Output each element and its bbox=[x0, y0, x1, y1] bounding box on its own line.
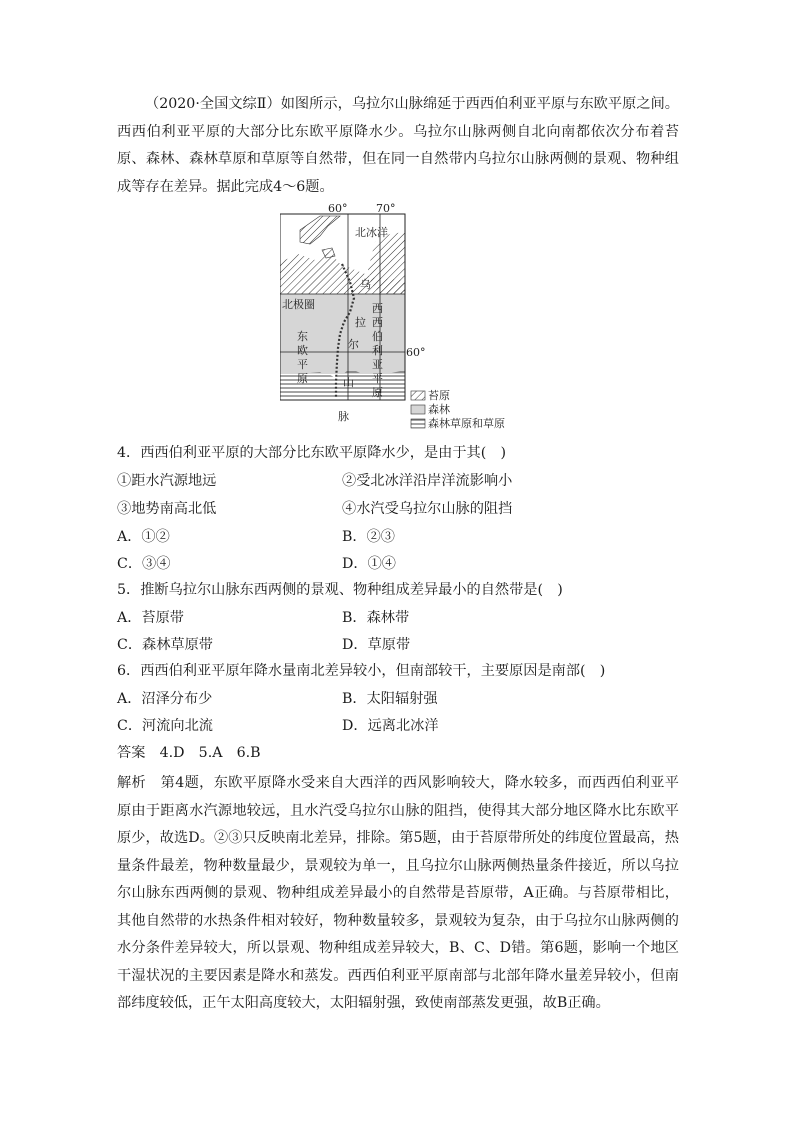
ural-mountains-map bbox=[280, 202, 525, 432]
lon-label-70: 70° bbox=[376, 202, 396, 215]
q4-option-c: C．③④ bbox=[117, 556, 171, 572]
arctic-circle-label: 北极圈 bbox=[282, 298, 315, 311]
east-europe-label-2: 欧 bbox=[297, 344, 308, 357]
ural-label-5: 脉 bbox=[338, 410, 349, 423]
lon-label-60: 60° bbox=[328, 202, 348, 215]
west-siberia-label-4: 利 bbox=[372, 344, 383, 357]
west-siberia-label-6: 平 bbox=[372, 372, 383, 385]
legend-forest-label: 森林 bbox=[428, 403, 450, 416]
east-europe-label-3: 平 bbox=[297, 358, 308, 371]
ocean-label: 北冰洋 bbox=[355, 226, 388, 239]
ural-label-4: 山 bbox=[343, 376, 354, 389]
q6-option-d: D．远离北冰洋 bbox=[342, 718, 439, 734]
q4-statement-1: ①距水汽源地远 bbox=[117, 473, 217, 489]
q5-option-a: A．苔原带 bbox=[117, 610, 184, 626]
west-siberia-label-7: 原 bbox=[372, 386, 383, 399]
ural-label-3: 尔 bbox=[348, 338, 359, 351]
q4-option-a: A．①② bbox=[117, 529, 170, 545]
legend-steppe-label: 森林草原和草原 bbox=[428, 417, 505, 430]
analysis-paragraph: 解析 第4题，东欧平原降水受来自大西洋的西风影响较大，降水较多，而西西伯利亚平原由于距离水汽源地较远，且水汽受乌拉尔山脉的阻挡，使得其大部分地区降水比东欧平原少，故选D。②③只反映南北差异，排除。第5题，由于苔原带所处的纬度位置最高，热量条件最差，物种数量最少，景观较为单一，且乌拉尔山脉两侧热量条件接近，所以乌拉尔山脉东西两侧的景观、物种组成差异最小的自然带是苔原带，A正确。与苔原带相比，其他自然带的水热条件相对较好，物种数量较多，景观较为复杂，由于乌拉尔山脉两侧的水分条件差异较大，所以景观、物种组成差异较大，B、C、D错。第6题，影响一个地区干湿状况的主要因素是降水和蒸发。西西伯利亚平原南部与北部年降水量差异较小，但南部纬度较低，正午太阳高度较大，太阳辐射强，致使南部蒸发更强，故B正确。 bbox=[117, 775, 679, 1011]
q5-option-b: B．森林带 bbox=[342, 610, 410, 626]
ural-label-1: 乌 bbox=[360, 278, 371, 291]
legend-steppe-swatch bbox=[411, 419, 425, 428]
q4-statement-4: ④水汽受乌拉尔山脉的阻挡 bbox=[342, 501, 513, 517]
q6-stem: 6．西西伯利亚平原年降水量南北差异较小，但南部较干，主要原因是南部( ) bbox=[117, 663, 606, 679]
west-siberia-label-3: 伯 bbox=[372, 330, 383, 343]
east-europe-label-1: 东 bbox=[297, 330, 308, 343]
q4-option-b: B．②③ bbox=[342, 529, 395, 545]
legend-forest-swatch bbox=[411, 405, 425, 414]
legend-tundra-swatch bbox=[411, 391, 425, 400]
west-siberia-label-5: 亚 bbox=[372, 358, 383, 371]
q4-statement-2: ②受北冰洋沿岸洋流影响小 bbox=[342, 473, 513, 489]
q5-option-c: C．森林草原带 bbox=[117, 637, 213, 653]
q6-option-c: C．河流向北流 bbox=[117, 718, 213, 734]
q4-stem: 4．西西伯利亚平原的大部分比东欧平原降水少，是由于其( ) bbox=[117, 445, 506, 461]
q4-statement-3: ③地势南高北低 bbox=[117, 501, 217, 517]
q5-stem: 5．推断乌拉尔山脉东西两侧的景观、物种组成差异最小的自然带是( ) bbox=[117, 582, 563, 598]
lat-label-60: 60° bbox=[406, 346, 426, 359]
west-siberia-label-1: 西 bbox=[372, 302, 383, 315]
intro-paragraph: （2020·全国文综Ⅱ）如图所示，乌拉尔山脉绵延于西西伯利亚平原与东欧平原之间。西西伯利亚平原的大部分比东欧平原降水少。乌拉尔山脉两侧自北向南都依次分布着苔原、森林、森林草原和草原等自然带，但在同一自然带内乌拉尔山脉两侧的景观、物种组成等存在差异。据此完成4～6题。 bbox=[117, 96, 679, 195]
legend-tundra-label: 苔原 bbox=[428, 389, 450, 402]
answer-line: 答案 4.D 5.A 6.B bbox=[117, 745, 261, 761]
q6-option-b: B．太阳辐射强 bbox=[342, 691, 438, 707]
q4-option-d: D．①④ bbox=[342, 556, 396, 572]
q6-option-a: A．沼泽分布少 bbox=[117, 691, 213, 707]
q5-option-d: D．草原带 bbox=[342, 637, 411, 653]
west-siberia-label-2: 西 bbox=[372, 316, 383, 329]
east-europe-label-4: 原 bbox=[297, 372, 308, 385]
ural-label-2: 拉 bbox=[355, 316, 366, 329]
